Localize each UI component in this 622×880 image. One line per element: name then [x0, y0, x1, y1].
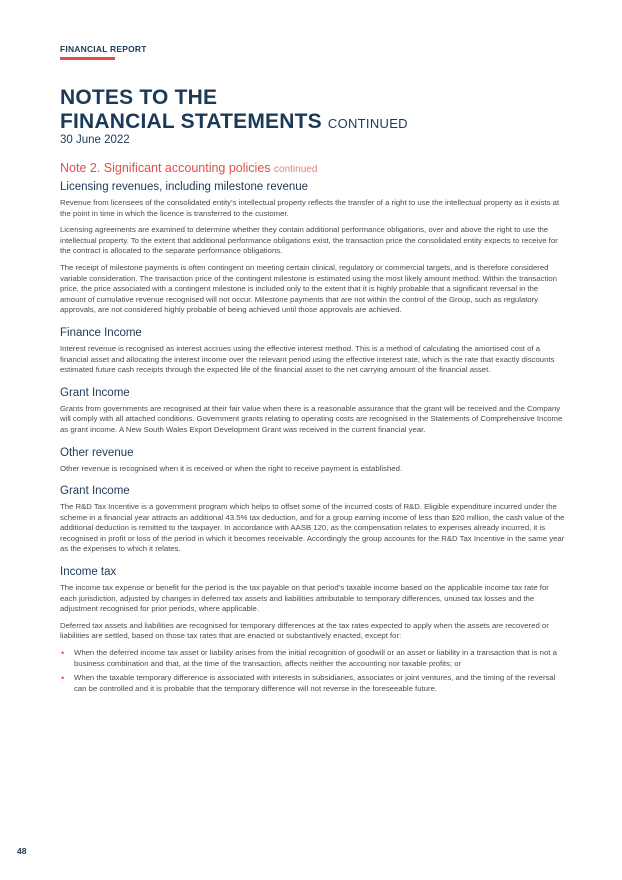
section-other-revenue [60, 447, 565, 475]
paragraph: The income tax expense or benefit for the period is the tax payable on that period’s taxable income based on the applicable income tax rate for each jurisdiction, adjusted by changes in deferred tax assets and liabilities attributable to temporary differences, unused tax losses and the adjustment recognised for prior periods, where applicable. [60, 583, 549, 614]
bullet-marker: • [61, 673, 65, 684]
section-heading: Grant Income [60, 485, 130, 498]
section-heading: Income tax [60, 566, 117, 579]
page-number: 48 [17, 846, 27, 856]
note-heading [60, 161, 565, 175]
header-accent-rule [60, 57, 115, 60]
section-finance-income [60, 327, 565, 376]
paragraph: Licensing agreements are examined to determine whether they contain additional performance obligations, over and above the right to use the intellectual property. To the extent that additional performance obligations exist, the transaction price the consolidated entity expects to receive for the contract is allocated to the separate performance obligations. [60, 225, 558, 256]
bullet-list [60, 648, 565, 694]
main-content [60, 161, 565, 698]
section-income-tax [60, 566, 565, 694]
paragraph: Deferred tax assets and liabilities are recognised for temporary differences at the tax rates expected to apply when the assets are recovered or liabilities are settled, based on those tax rates that are enacted or substantively enacted, except for: [60, 620, 549, 641]
continued-label: CONTINUED [327, 116, 408, 131]
section-heading: Licensing revenues, including milestone revenue [60, 181, 309, 193]
page-title-line-1: NOTES TO THE [60, 86, 218, 109]
section-licensing-revenues [60, 181, 565, 316]
page-title-line-2-text: FINANCIAL STATEMENTS [60, 110, 322, 133]
paragraph: Interest revenue is recognised as interest accrues using the effective interest method. This is a method of calculating the amortised cost of a financial asset and allocating the interest income over the relevant period using the effective interest rate, which is the rate that exactly discounts estimated future cash receipts through the expected life of the financial asset to the net carrying amount of the financial asset. [60, 343, 555, 375]
paragraph: Revenue from licensees of the consolidated entity’s intellectual property reflects the transfer of a right to use the intellectual property as it exists at the point in time in which the licence is transferred to the customer. [60, 198, 560, 218]
section-heading: Finance Income [60, 326, 142, 339]
page-title [60, 86, 408, 136]
bullet-text: When the taxable temporary difference is associated with interests in subsidiaries, associates or joint ventures, and the timing of the reversal can be controlled and it is probable that the temporary difference will not reverse in the foreseeable future. [74, 673, 556, 693]
paragraph: The receipt of milestone payments is often contingent on meeting certain clinical, regulatory or commercial targets, and is therefore considered variable consideration. The transaction price of the contingent milestone is estimated using the most likely amount method. Within the transaction price, the price associated with a contingent milestone is included only to the extent that it is highly probable that a significant reversal in the amount of cumulative revenue recognised will not occur. Milestone payments that are not within the control of the Group, such as regulatory approvals, are not considered highly probable of being achieved until those approvals are achieved. [60, 262, 557, 315]
bullet-item [60, 673, 565, 694]
section-heading: Other revenue [60, 446, 134, 459]
section-heading: Grant Income [60, 386, 130, 399]
section-grant-income-rd [60, 485, 565, 555]
bullet-text: When the deferred income tax asset or liability arises from the initial recognition of goodwill or an asset or liability in a transaction that is not a business combination and that, at the time of the transaction, affects neither the accounting nor taxable profits; or [74, 648, 557, 668]
paragraph: The R&D Tax Incentive is a government program which helps to offset some of the incurred costs of R&D. Eligible expenditure incurred under the scheme in a financial year attracts an additional 43.5% tax deduction, and for a group earning income of less than $20 million, the cash value of the additional deduction is remitted to the taxpayer. In accordance with AASB 120, as the compensation relates to expenses already incurred, it is recognised in profit or loss of the period in which it becomes receivable. Accordingly the group accounts for the R&D Tax Incentive in the same year as the expenses to which it relates. [60, 502, 565, 554]
report-section-label: FINANCIAL REPORT [60, 44, 147, 54]
paragraph: Grants from governments are recognised at their fair value when there is a reasonable assurance that the grant will be received and the Company will comply with all attached conditions. Government grants relating to operating costs are recognised in the Statements of Comprehensive Income as grant income. A New South Wales Export Development Grant was received in the current financial year. [60, 403, 563, 434]
bullet-marker: • [61, 648, 65, 659]
note-heading-text: Note 2. Significant accounting policies [60, 161, 271, 175]
note-continued-label: continued [274, 164, 318, 175]
section-grant-income [60, 387, 565, 436]
bullet-item [60, 648, 565, 669]
page-title-line-2 [60, 110, 408, 136]
paragraph: Other revenue is recognised when it is received or when the right to receive payment is established. [60, 463, 403, 473]
report-date: 30 June 2022 [60, 134, 130, 146]
